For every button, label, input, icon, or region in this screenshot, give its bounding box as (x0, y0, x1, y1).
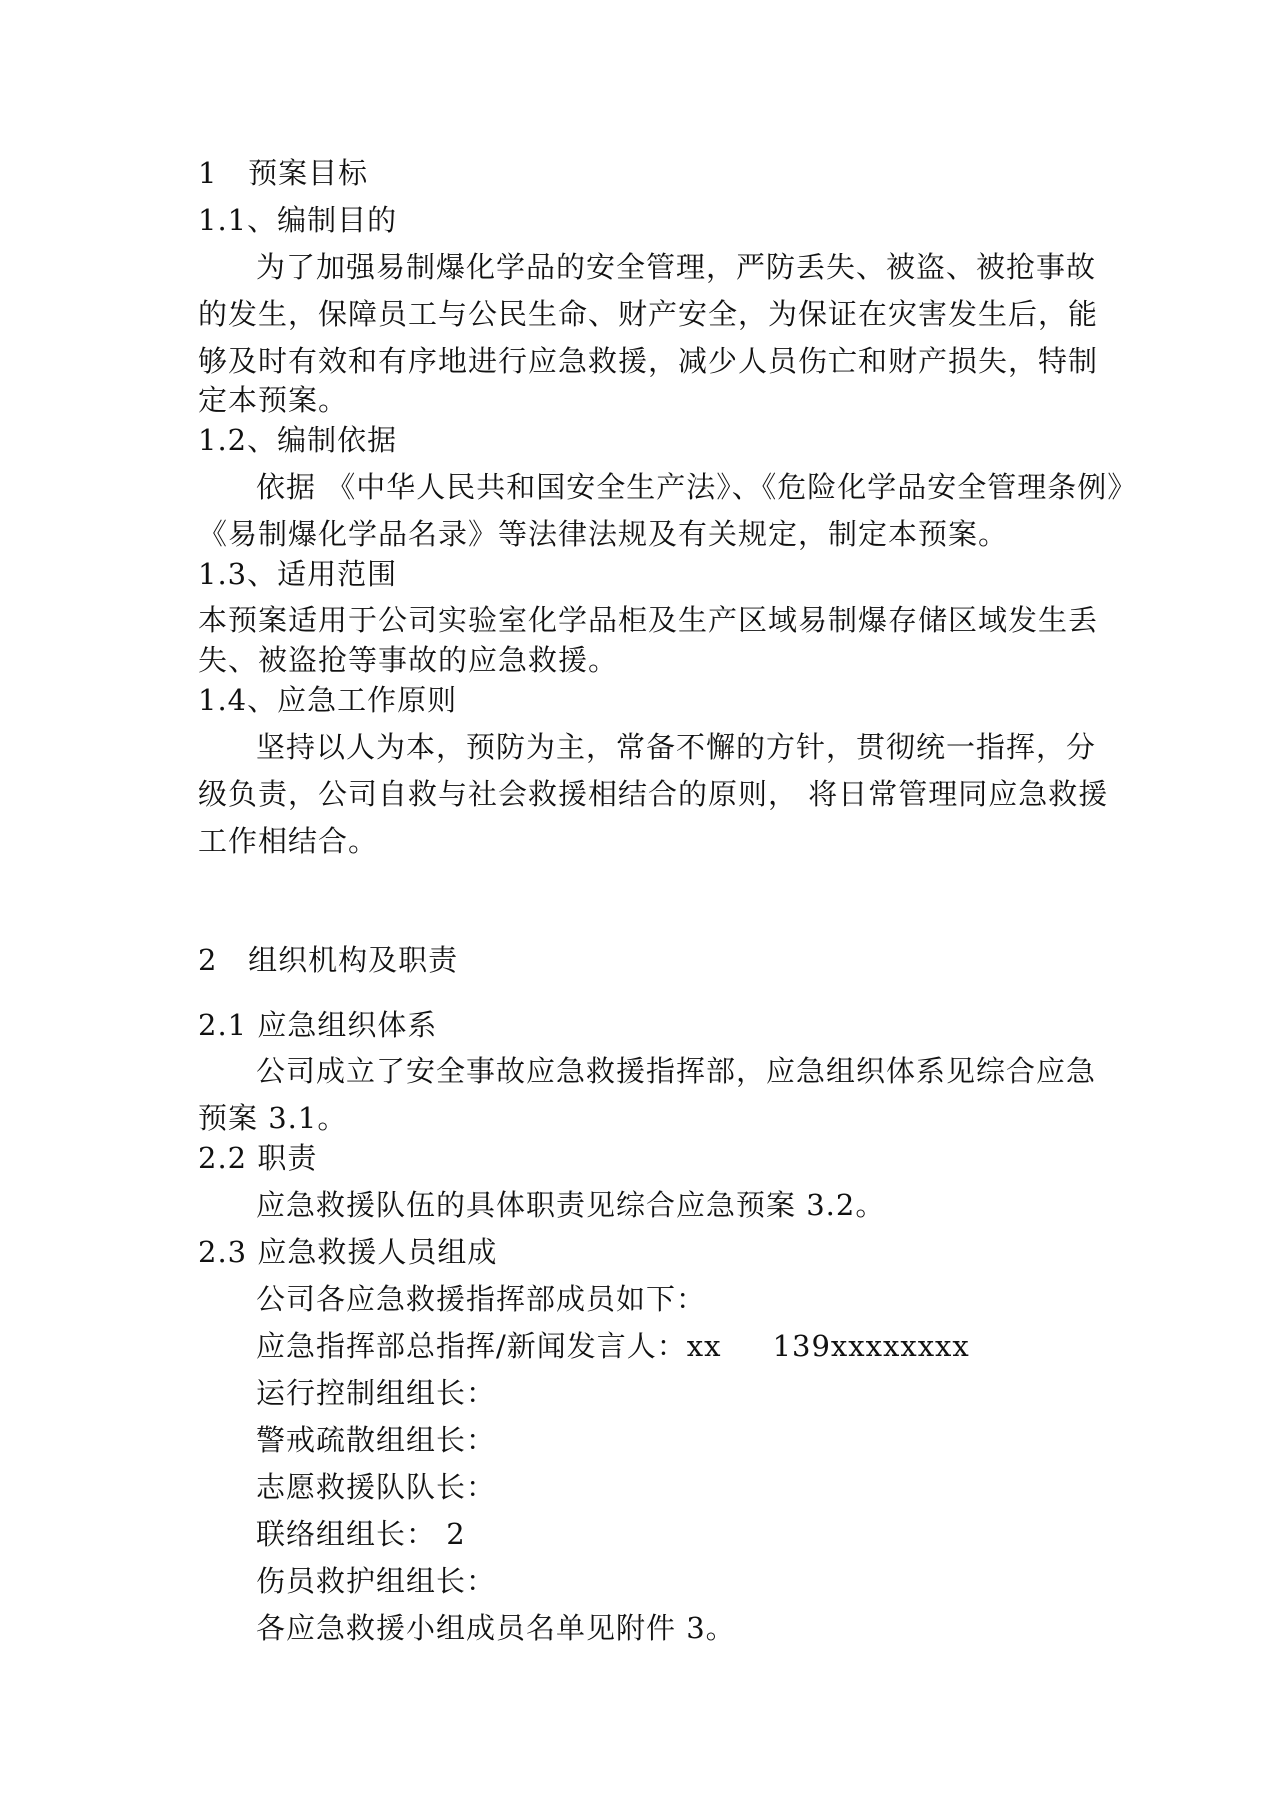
member-line-commander: 应急指挥部总指挥/新闻发言人：xx 139xxxxxxxx (256, 1329, 970, 1363)
section-2-2-heading: 2.2 职责 (198, 1141, 318, 1175)
section-2-1-heading: 2.1 应急组织体系 (198, 1008, 438, 1042)
paragraph-line: 定本预案。 (198, 383, 349, 417)
section-1-3-heading: 1.3、适用范围 (198, 557, 398, 591)
member-line-intro: 公司各应急救援指挥部成员如下： (256, 1282, 707, 1316)
section-1-1-heading: 1.1、编制目的 (198, 203, 398, 237)
section-1-title: 1 预案目标 (198, 156, 369, 190)
section-1-4-heading: 1.4、应急工作原则 (198, 683, 458, 717)
paragraph-line: 失、被盗抢等事故的应急救援。 (198, 643, 619, 677)
member-line-appendix: 各应急救援小组成员名单见附件 3。 (256, 1611, 736, 1645)
paragraph-line: 本预案适用于公司实验室化学品柜及生产区域易制爆存储区域发生丢 (198, 603, 1099, 637)
paragraph-line: 《易制爆化学品名录》等法律法规及有关规定，制定本预案。 (198, 517, 1009, 551)
member-line-medical: 伤员救护组组长： (256, 1564, 497, 1598)
paragraph-line: 级负责，公司自救与社会救援相结合的原则， 将日常管理同应急救援 (198, 777, 1109, 811)
paragraph-line: 应急救援队伍的具体职责见综合应急预案 3.2。 (256, 1188, 886, 1222)
paragraph-line: 的发生，保障员工与公民生命、财产安全，为保证在灾害发生后，能 (198, 297, 1099, 331)
paragraph-line: 工作相结合。 (198, 824, 379, 858)
member-line-volunteers: 志愿救援队队长： (256, 1470, 497, 1504)
section-2-3-heading: 2.3 应急救援人员组成 (198, 1235, 498, 1269)
paragraph-line: 预案 3.1。 (198, 1101, 348, 1135)
member-line-evacuation: 警戒疏散组组长： (256, 1423, 497, 1457)
paragraph-line: 坚持以人为本，预防为主，常备不懈的方针，贯彻统一指挥，分 (256, 730, 1097, 764)
member-line-operations: 运行控制组组长： (256, 1376, 497, 1410)
paragraph-line: 依据 《中华人民共和国安全生产法》、《危险化学品安全管理条例》 (256, 470, 1138, 504)
paragraph-line: 公司成立了安全事故应急救援指挥部，应急组织体系见综合应急 (256, 1054, 1097, 1088)
section-2-title: 2 组织机构及职责 (198, 943, 459, 977)
paragraph-line: 为了加强易制爆化学品的安全管理，严防丢失、被盗、被抢事故 (256, 250, 1097, 284)
section-1-2-heading: 1.2、编制依据 (198, 423, 398, 457)
member-line-liaison: 联络组组长： 2 (256, 1517, 466, 1551)
paragraph-line: 够及时有效和有序地进行应急救援，减少人员伤亡和财产损失，特制 (198, 344, 1099, 378)
